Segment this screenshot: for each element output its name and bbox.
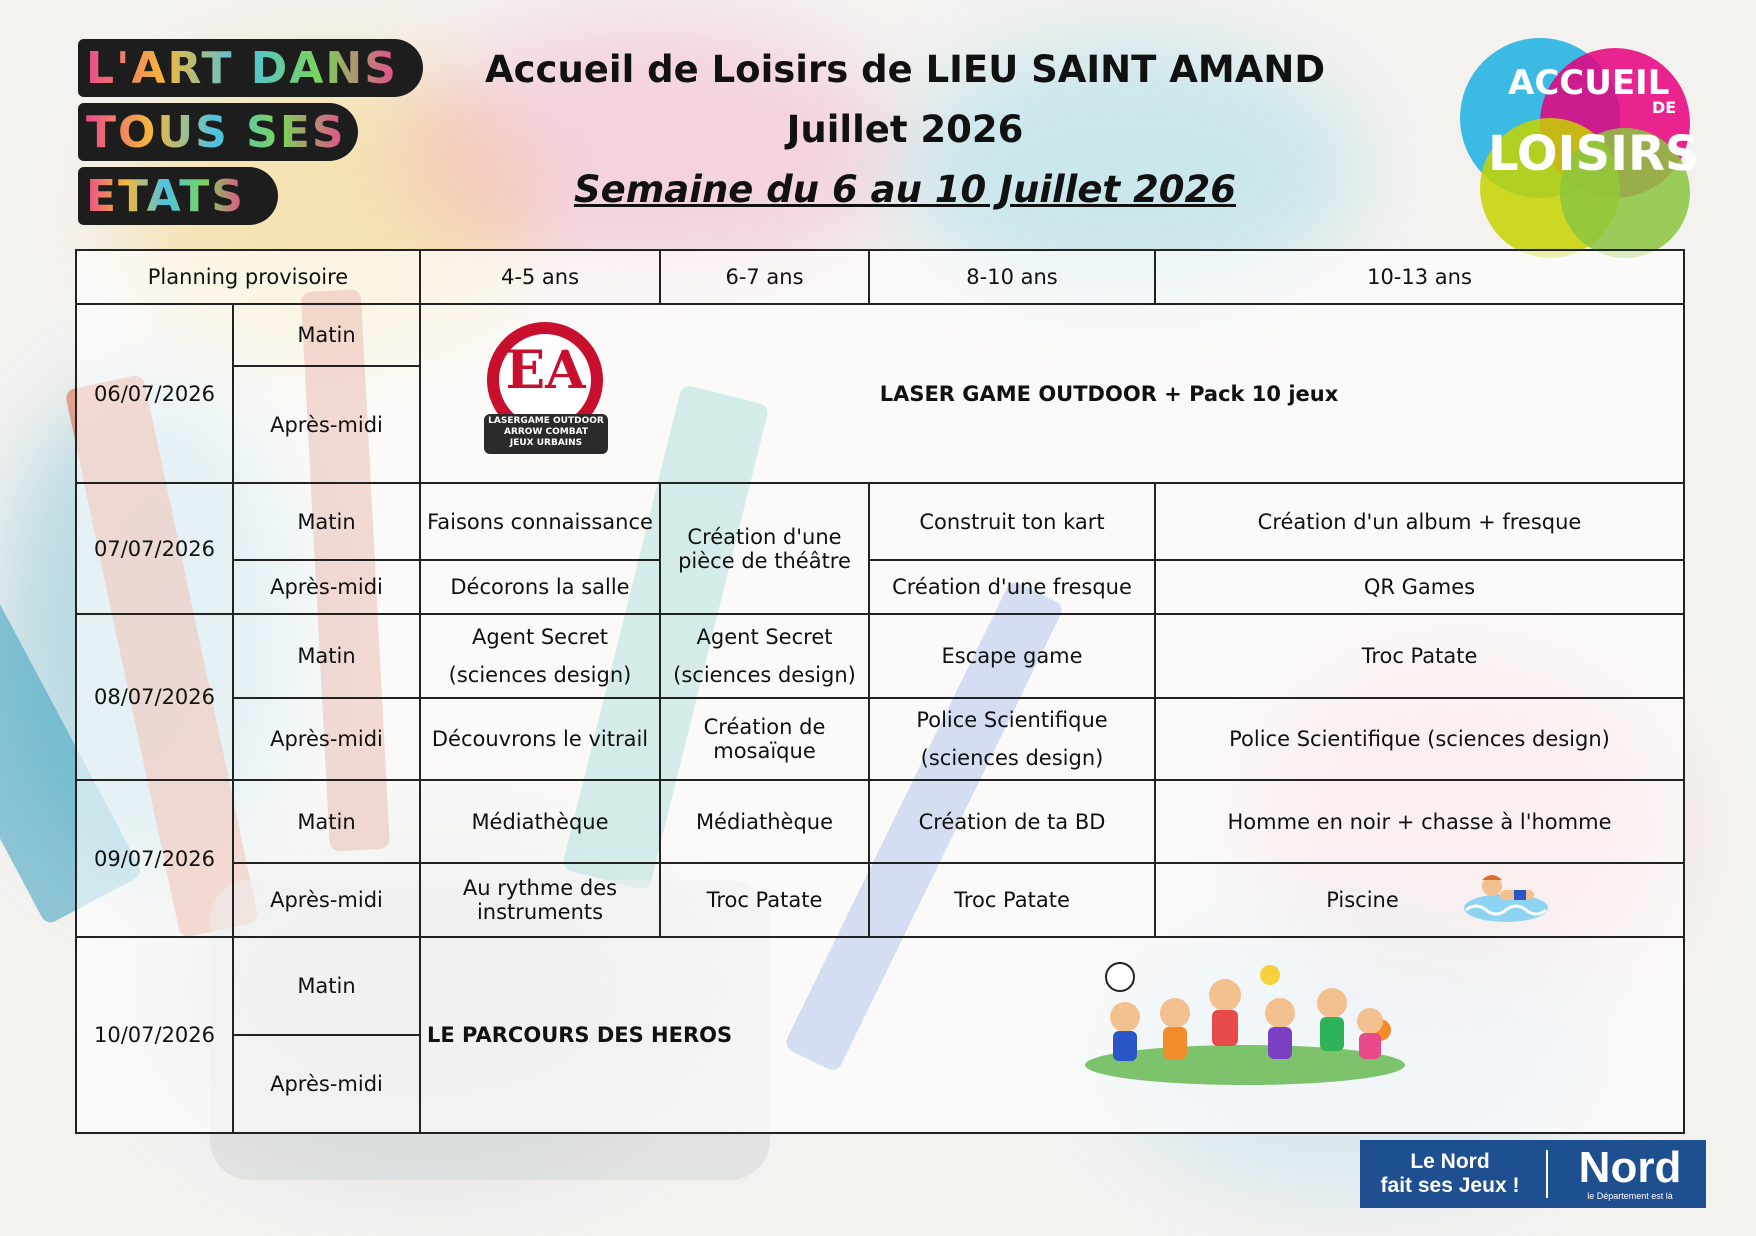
period-morning: Matin (233, 614, 420, 698)
period-afternoon: Après-midi (233, 560, 420, 614)
period-afternoon: Après-midi (233, 366, 420, 483)
swimmer-icon (1462, 868, 1550, 924)
activity-cell: Création de ta BD (869, 780, 1155, 863)
nord-brand: Nord (1578, 1143, 1682, 1192)
activity-cell: Construit ton kart (869, 483, 1155, 560)
table-row (76, 614, 1684, 698)
ea-letters: EA (505, 340, 586, 401)
date-cell: 08/07/2026 (76, 614, 233, 780)
accueil-de-loisirs-logo (1460, 38, 1700, 238)
planning-table (75, 249, 1685, 1134)
table-row (76, 937, 1684, 1035)
loisirs-logo-top: ACCUEIL (1508, 63, 1670, 103)
activity-cell: Découvrons le vitrail (420, 698, 660, 780)
activity-cell: Agent Secret (sciences design) (420, 614, 660, 698)
period-morning: Matin (233, 304, 420, 366)
activity-cell: Création de mosaïque (660, 698, 869, 780)
table-row (76, 863, 1684, 937)
page-title: Accueil de Loisirs de LIEU SAINT AMAND (484, 48, 1326, 91)
activity-cell: Troc Patate (1155, 614, 1684, 698)
page-header (0, 0, 1756, 245)
date-cell: 09/07/2026 (76, 780, 233, 937)
activity-cell: Troc Patate (660, 863, 869, 937)
activity-cell: Agent Secret (sciences design) (660, 614, 869, 698)
header-row (76, 250, 1684, 304)
table-row (76, 698, 1684, 780)
period-morning: Matin (233, 937, 420, 1035)
nord-slogan-line1: Le Nord (1410, 1150, 1490, 1173)
art-dans-tous-ses-etats-logo (78, 35, 428, 235)
activity-cell: Escape game (869, 614, 1155, 698)
loisirs-logo-main: LOISIRS (1488, 126, 1700, 182)
column-header-10-13: 10-13 ans (1155, 250, 1684, 304)
art-logo-line2: TOUS SES (86, 107, 346, 158)
activity-cell: Création d'une fresque (869, 560, 1155, 614)
activity-full-day: LE PARCOURS DES HEROS (420, 937, 1684, 1133)
activity-cell: Décorons la salle (420, 560, 660, 614)
period-afternoon: Après-midi (233, 1035, 420, 1133)
period-morning: Matin (233, 483, 420, 560)
column-header-4-5: 4-5 ans (420, 250, 660, 304)
activity-cell: Création d'un album + fresque (1155, 483, 1684, 560)
page-week: Semaine du 6 au 10 Juillet 2026 (574, 168, 1236, 211)
planning-provisoire-label: Planning provisoire (76, 250, 420, 304)
activity-cell: Homme en noir + chasse à l'homme (1155, 780, 1684, 863)
activity-cell: Création d'une pièce de théâtre (660, 483, 869, 614)
art-logo-line1: L'ART DANS (86, 43, 398, 94)
loisirs-logo-de: DE (1652, 98, 1677, 117)
ea-line1: LASERGAME OUTDOOR (488, 416, 604, 426)
activity-cell: Faisons connaissance (420, 483, 660, 560)
table-row (76, 780, 1684, 863)
period-morning: Matin (233, 780, 420, 863)
activity-cell: Au rythme des instruments (420, 863, 660, 937)
table-row (76, 304, 1684, 366)
date-cell: 10/07/2026 (76, 937, 233, 1133)
activity-cell: QR Games (1155, 560, 1684, 614)
column-header-8-10: 8-10 ans (869, 250, 1155, 304)
title-block (450, 40, 1360, 220)
table-row (76, 560, 1684, 614)
activity-cell: Médiathèque (420, 780, 660, 863)
date-cell: 06/07/2026 (76, 304, 233, 483)
le-nord-fait-ses-jeux-logo (1360, 1140, 1706, 1208)
laser-game-logo (478, 318, 613, 458)
activity-cell: Piscine (1155, 863, 1684, 937)
date-cell: 07/07/2026 (76, 483, 233, 614)
activity-cell: Troc Patate (869, 863, 1155, 937)
nord-tagline: le Département est là (1587, 1191, 1673, 1201)
activity-full-day: LASER GAME OUTDOOR + Pack 10 jeux (420, 304, 1684, 483)
period-afternoon: Après-midi (233, 698, 420, 780)
table-row (76, 483, 1684, 560)
art-logo-line3: ETATS (86, 171, 245, 222)
ea-line2: ARROW COMBAT (503, 427, 588, 437)
kids-playing-icon (1080, 955, 1410, 1085)
column-header-6-7: 6-7 ans (660, 250, 869, 304)
page-month: Juillet 2026 (786, 108, 1024, 151)
activity-cell: Médiathèque (660, 780, 869, 863)
nord-slogan-line2: fait ses Jeux ! (1380, 1174, 1520, 1197)
period-afternoon: Après-midi (233, 863, 420, 937)
activity-cell: Police Scientifique (sciences design) (1155, 698, 1684, 780)
activity-cell: Police Scientifique (sciences design) (869, 698, 1155, 780)
ea-line3: JEUX URBAINS (509, 438, 583, 448)
